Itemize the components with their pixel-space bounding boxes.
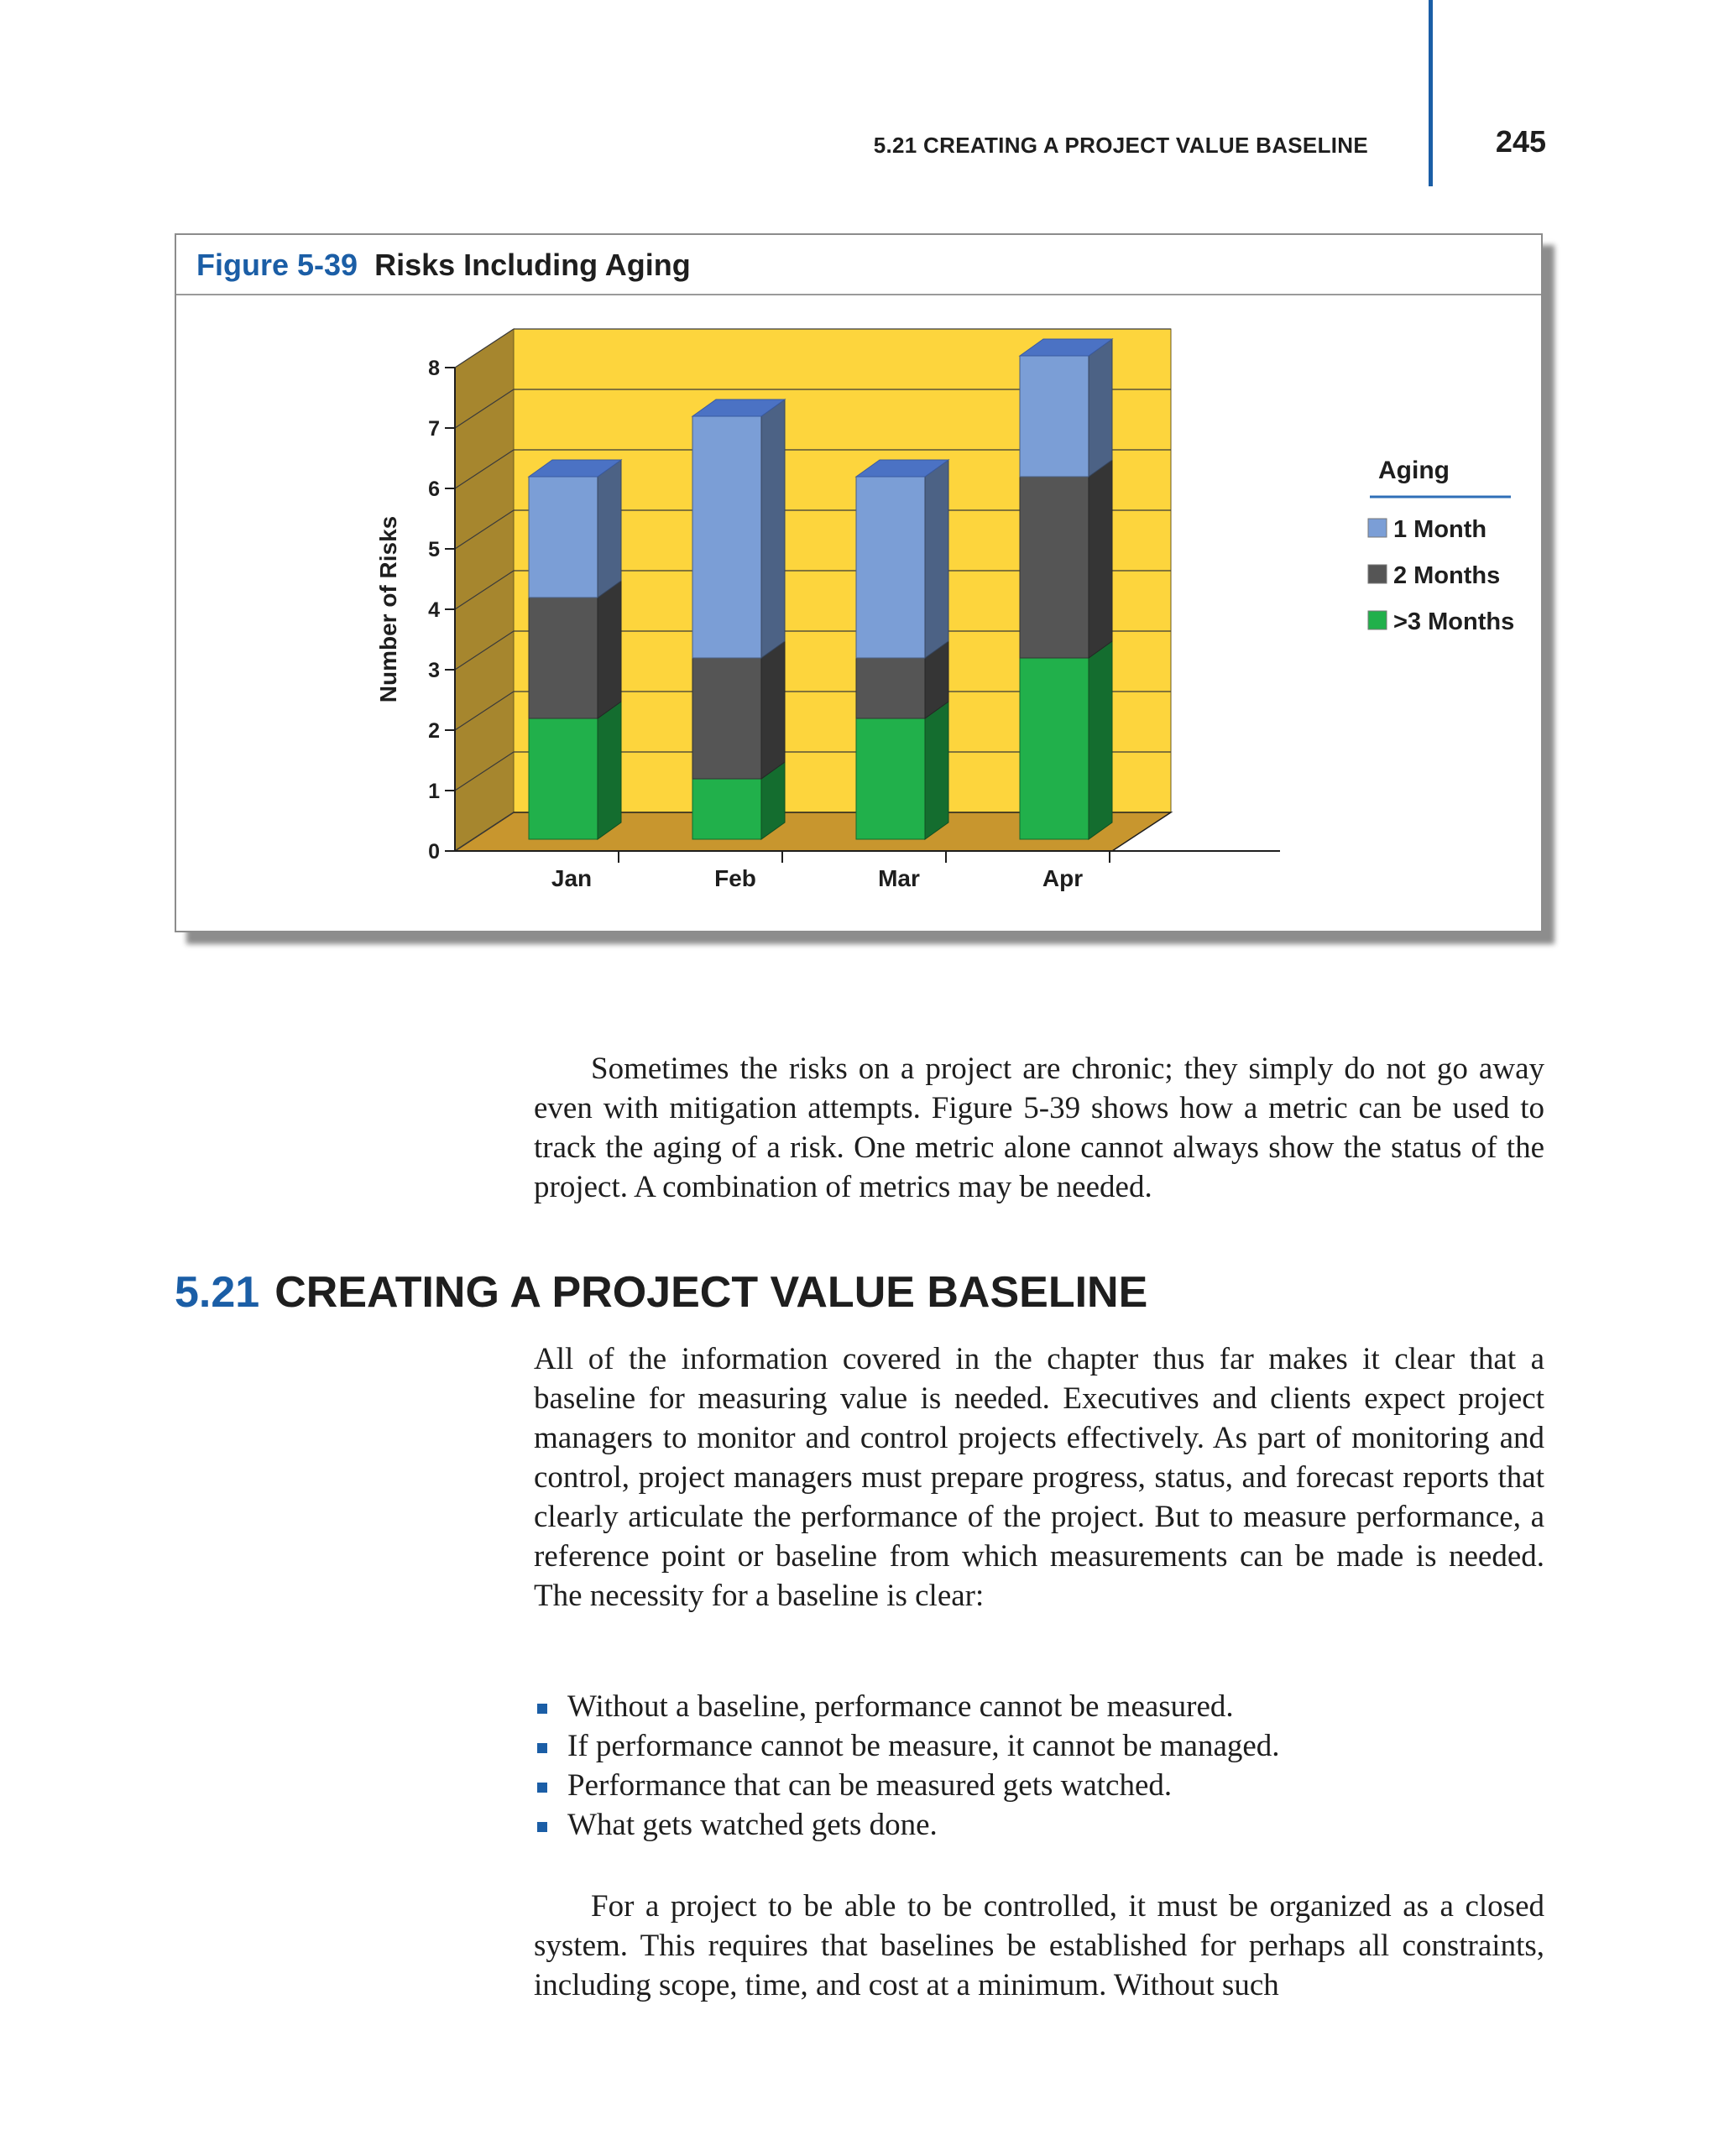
bar-segment-side (761, 399, 785, 658)
bullet-item: If performance cannot be measure, it cannot be managed. (534, 1726, 1544, 1766)
bullet-list (534, 1687, 1544, 1845)
risk-aging-chart (176, 295, 1541, 931)
legend-swatch (1368, 565, 1387, 583)
x-tick-label: Jan (551, 865, 593, 891)
bar-segment (1020, 356, 1089, 477)
bar-segment-side (925, 702, 948, 839)
bar-segment (1020, 477, 1089, 658)
bar-segment (856, 477, 925, 658)
bar-segment (692, 416, 761, 658)
legend-label: 2 Months (1393, 562, 1501, 589)
figure-label: Figure 5-39 (196, 248, 358, 282)
legend-swatch (1368, 611, 1387, 629)
bullet-square-icon (537, 1783, 547, 1793)
bullet-item: What gets watched gets done. (534, 1805, 1544, 1845)
bullet-item: Performance that can be measured gets watched. (534, 1766, 1544, 1805)
bar-segment (692, 779, 761, 839)
bar-segment (529, 718, 598, 839)
x-tick-label: Feb (714, 865, 756, 891)
legend-label: 1 Month (1393, 516, 1487, 543)
y-axis-label: Number of Risks (375, 515, 401, 703)
section-paragraph: All of the information covered in the chapter thus far makes it clear that a baseline for measuring value is needed. Executives and clients expect project managers to monitor and control projects effectively. As part of monitoring and control, project managers must prepare progress, status, and forecast reports that clearly articulate the performance of the project. But to measure performance, a reference point or baseline from which measurements can be made is needed. The necessity for a baseline is clear: (534, 1342, 1544, 1613)
bar-segment-side (925, 460, 948, 658)
legend-label: >3 Months (1393, 608, 1515, 635)
bullet-square-icon (537, 1743, 547, 1753)
x-tick-label: Mar (878, 865, 920, 891)
legend-swatch (1368, 519, 1387, 537)
y-tick-label: 5 (428, 538, 440, 561)
y-tick-label: 7 (428, 417, 440, 441)
bar-segment-side (598, 581, 621, 718)
bullet-square-icon (537, 1704, 547, 1714)
running-head: 5.21 CREATING A PROJECT VALUE BASELINE (873, 133, 1368, 158)
bullet-item: Without a baseline, performance cannot be measured. (534, 1687, 1544, 1726)
bar-segment-side (1089, 460, 1112, 658)
y-tick-label: 0 (428, 840, 440, 864)
figure-title: Risks Including Aging (374, 248, 691, 282)
y-tick-label: 4 (428, 598, 440, 622)
bar-segment (1020, 658, 1089, 839)
bar-segment (692, 658, 761, 779)
figure-box (175, 233, 1543, 932)
bar-segment (529, 598, 598, 718)
y-tick-label: 3 (428, 659, 440, 682)
section-number: 5.21 (175, 1268, 260, 1317)
bullet-square-icon (537, 1822, 547, 1832)
page-number: 245 (1495, 124, 1546, 159)
closing-paragraph: For a project to be able to be controlled, it must be organized as a closed system. This requires that baselines be established for perhaps all constraints, including scope, time, and cost at a minimum. Without such (534, 1889, 1544, 2002)
x-tick-label: Apr (1042, 865, 1084, 891)
header-rule (1429, 0, 1433, 186)
bar-segment-side (598, 702, 621, 839)
section-title: CREATING A PROJECT VALUE BASELINE (274, 1268, 1148, 1317)
bar-segment (856, 718, 925, 839)
bar-segment (529, 477, 598, 598)
legend-title: Aging (1378, 457, 1450, 484)
bar-segment-side (761, 641, 785, 779)
section-heading (175, 1266, 1147, 1319)
figure-caption (176, 235, 1541, 295)
y-tick-label: 6 (428, 478, 440, 501)
bar-segment-side (1089, 641, 1112, 839)
y-tick-label: 1 (428, 780, 440, 803)
intro-paragraph: Sometimes the risks on a project are chronic; they simply do not go away even with mitigation attempts. Figure 5-39 shows how a metric can be used to track the aging of a risk. One metric alone cannot always show the status of the project. A combination of metrics may be needed. (534, 1052, 1544, 1204)
bar-segment-side (598, 460, 621, 598)
bar-segment-side (1089, 339, 1112, 477)
y-tick-label: 8 (428, 357, 440, 380)
bar-segment (856, 658, 925, 718)
y-tick-label: 2 (428, 719, 440, 743)
